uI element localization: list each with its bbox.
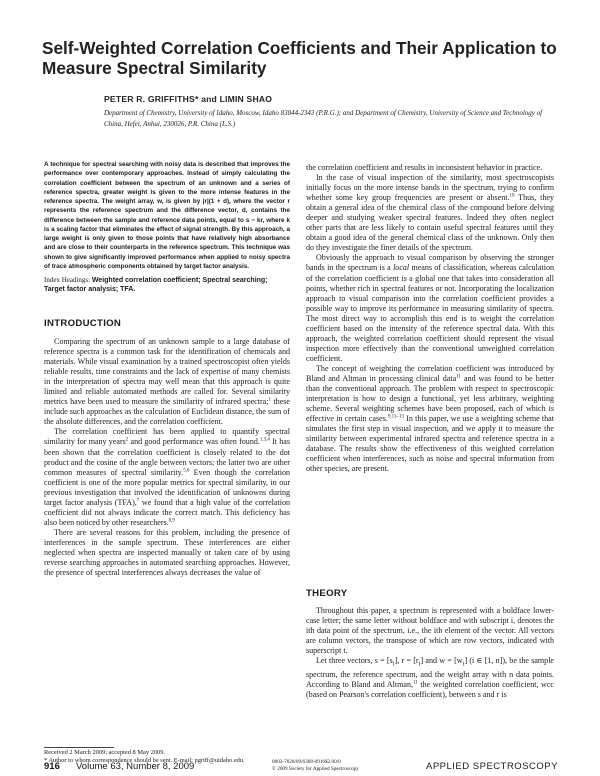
theory-paragraph-2: Let three vectors, $s = [s_i]$, $r = [r_i]$ and $w = [w_i]$ (i ∈ [1, n]), be the sample spectrum, the reference spectrum, and the weight array with n data points. According to Bland and Altman,$^{11}$ the weighted correlation coefficient, wcc (based on Pearson's correlation coefficient), between s and r is (306, 656, 555, 699)
corresponding-author: * Author to whom correspondence should be sent. E-mail: pgriff@uidaho.edu. (44, 756, 245, 764)
intro-paragraph-1: Comparing the spectrum of an unknown sample to a large database of reference spectra is a common task for the identification of chemicals and materials. While visual examination by a trained spectroscopist often yields reliable results, time constraints and the lack of expertise of many chemists in the interpretation of spectra may well mean that this approach is quite limited and reliable automated methods are called for. Several similarity metrics have been used to measure the similarity of infrared spectra;$^1$ these include such approaches as the calculation of Euclidean distance, the sum of the absolute differences, and the correlation coefficient. (44, 337, 290, 427)
affiliation: Department of Chemistry, University of Idaho, Moscow, Idaho 83844-2343 (P.R.G.); and Department of Chemistry, University of Science and Technology of China, Hefei, Anhui, 230026, P.R. China (L.S.) (104, 109, 543, 128)
theory-paragraph-1: Throughout this paper, a spectrum is represented with a boldface lower-case letter; the same letter without boldface and with subscript i, denotes the ith data point of the spectrum, i.e., the ith element of the vector. All vectors are column vectors, the transpose of which are row vectors, indicated with superscript t. (306, 606, 554, 656)
received-date: Received 2 March 2009; accepted 8 May 2009. (44, 749, 166, 756)
local-approach-paragraph: Obviously the approach to visual comparison by observing the stronger bands in the spectrum is a local means of classification, whereas calculation of the correlation coefficient is a global one that takes into consideration all points, whether rich in spectral features or not. Incorporating the localization approach to visual comparison into the correlation coefficient provides a possible way to improve its performance in measuring similarity of spectra. The most direct way to accomplish this end is to weight the correlation coefficient based on the intensity of the reference spectral data. With this approach, the weighted correlation coefficient should represent the visual inspection more effectively than the conventional unweighted correlation coefficient. (306, 253, 555, 363)
doi-code: 0003-7028/09/6308-0916$2.00/0 (272, 759, 341, 765)
abstract (44, 160, 290, 271)
index-headings-terms: Weighted correlation coefficient; Spectral searching; Target factor analysis; TFA. (44, 277, 268, 293)
paper-title: Self-Weighted Correlation Coefficients and Their Application to Measure Spectral Similarity (42, 38, 557, 78)
section-theory: THEORY (306, 588, 348, 599)
index-headings (44, 276, 290, 294)
page-number: 916 (44, 761, 60, 772)
journal-name: APPLIED SPECTROSCOPY (426, 761, 558, 772)
publication-ids (272, 759, 359, 773)
volume-info: Volume 63, Number 8, 2009 (76, 761, 195, 772)
right-column-body (306, 163, 554, 474)
section-introduction: INTRODUCTION (44, 318, 122, 329)
copyright: © 2009 Society for Applied Spectroscopy (272, 766, 359, 772)
footnote-rule (44, 747, 114, 748)
visual-inspection-paragraph: In the case of visual inspection of the similarity, most spectroscopists initially focus on the more intense bands in the spectrum, trying to confirm whether some key group frequencies are present or absent.$^{10}$ Thus, they obtain a general idea of the chemical class of the compound before delving deeper and studying weaker spectral features. Indeed they often neglect other parts that are less likely to contain useful spectral features until they obtain a good idea of the general chemical class of the unknown. Only then do they investigate the finer details of the spectrum. (306, 173, 554, 253)
index-headings-label: Index Headings: (44, 276, 91, 284)
weighting-concept-paragraph: The concept of weighting the correlation coefficient was introduced by Bland and Altman in processing clinical data$^{11}$ and was found to be better than the conventional approach. The problem with respect to spectroscopic interpretation is how to design a functional, yet less arbitrary, weighting scheme. Several weighting schemes have been proposed, each of which is effective in certain cases.$^{9,11-13}$ In this paper, we use a weighting scheme that simulates the first step in visual inspection, and we apply it to measure the similarity between experimental infrared spectra and reference spectra in a database. The results show the effectiveness of this weighted correlation coefficient when interferences, such as noise and spectral information from other species, are present. (306, 363, 554, 474)
intro-paragraph-2: The correlation coefficient has been applied to quantify spectral similarity for many years$^2$ and good performance was often found.$^{1,3,4}$ It has been shown that the correlation coefficient is closely related to the dot product and the cosine of the angle between vectors; the latter two are other common measures of spectral similarity.$^{5,6}$ Even though the correlation coefficient is one of the more popular metrics for spectral similarity, in our previous investigation that involved the identification of unknowns during target factor analysis (TFA),$^7$ we found that a high value of the correlation coefficient did not always indicate the correct match. This deficiency has also been noticed by other researchers.$^{8,9}$ (44, 427, 290, 527)
continued-paragraph: the correlation coefficient and results in inconsistent behavior in practice. (306, 163, 543, 172)
intro-paragraph-3: There are several reasons for this problem, including the presence of interferences in the sample spectrum. These interferences are either neglected when spectra are inspected manually or taken care of by using reverse searching approaches in automated searching approaches. However, the presence of spectral interferences always decreases the value of (44, 527, 290, 578)
authors: PETER R. GRIFFITHS* and LIMIN SHAO (104, 94, 273, 104)
introduction-body (44, 337, 290, 578)
theory-body (306, 606, 554, 700)
abstract-text: A technique for spectral searching with noisy data is described that improves the performance over contemporary approaches. Instead of simply calculating the correlation coefficient between the spectrum of an unknown and a series of reference spectra, greater weight is given to the more intense features in the reference spectra. The weight array, w, is given by |r|(1 + d), where the vector r represents the reference spectrum and the difference vector, d, contains the difference between the sample and reference data points, equal to s − kr, where k is a scaling factor that eliminates the effect of signal strength. By this approach, a large weight is only given to those points that have relatively high absorbance and are close to their counterparts in the reference spectrum. This technique was shown to give significantly improved performance when applied to noisy spectra of trace atmospheric components obtained by target factor analysis. (44, 161, 290, 270)
